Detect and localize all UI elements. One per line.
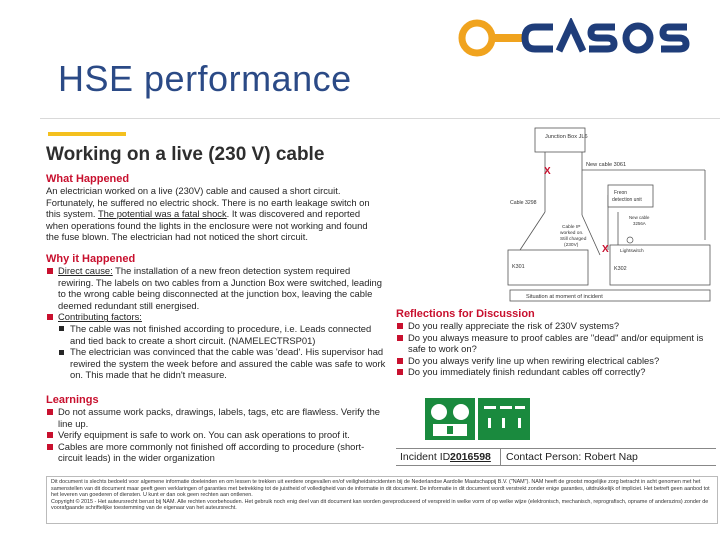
contact-person: Contact Person: Robert Nap [506,451,638,463]
reflections-section [396,308,716,378]
learning-item: Cables are more commonly not finished off according to procedure (short-circuit leads) in the wider organization [46,441,386,464]
wiring-diagram [500,120,715,305]
svg-text:(230V): (230V) [564,243,579,248]
learning-item: Verify equipment is safe to work on. You can ask operations to proof it. [46,429,386,441]
reflection-item: Do you immediately finish redundant cables off correctly? [396,366,716,378]
cable-left-label: Cable 3298 [510,200,537,206]
copyright-text: Copyright © 2015 - Het auteursrecht berust bij NAM. Alle rechten voorbehouden. Het gebruik noch enig deel van dit document kan worden gereproduceerd of verspreid in welke vorm of op welke wijze (elektronisch, mechanisch, reprografisch, opname of anderszins) zonder de voorafgaande schriftelijke toestemming van de eigenaar van het auteursrecht. [51,498,709,512]
contributing-factor-2: The electrician was convinced that the cable was 'dead'. His supervisor had rewired the system the week before and assured the cable was safe to work on. This made that he didn't measure. [46,346,386,381]
learning-item: Do not assume work packs, drawings, labels, tags, etc are flawless. Verify the line up. [46,406,386,429]
why-heading: Why it Happened [46,253,136,265]
reflection-item: Do you really appreciate the risk of 230V systems? [396,320,716,332]
junction-box-label: Junction Box JL6 [545,134,588,140]
accent-bar [48,132,126,136]
what-happened-text-1: An electrician worked on a live (230V) cable and caused a short circuit. Fortunately, he suffered no electric shock. There is no earth leakage switch on this system. [46,185,370,220]
learnings-heading: Learnings [46,394,99,406]
svg-text:Junction Box JL6 [545,134,588,140]
document-title: Working on a live (230 V) cable [46,144,325,165]
svg-text:X: X [544,166,551,177]
what-happened-text-2: . It was discovered and reported when operations found the lights in the enclosure were not working and found the fuse blown. The electrician had not noticed the short circuit. [46,208,368,243]
incident-bar [396,448,716,466]
tools-sign-icon [478,398,530,440]
svg-text:3256A: 3256A [633,221,646,226]
svg-text:Still charged: Still charged [560,237,587,242]
direct-cause-text: The installation of a new freon detection system required rewiring. The labels on two cables from a Junction Box were switched, leading to the wrong cable being disconnected at the junction box, leaving the cable deemed redundant still energised. [58,265,382,311]
what-happened-underlined: The potential was a fatal shock [97,208,227,220]
svg-text:worked on.: worked on. [560,231,584,236]
incident-id-label: Incident ID: [400,451,454,463]
direct-cause-item [46,265,386,311]
contributing-factor-1: The cable was not finished according to procedure, i.e. Leads connected and tied back to create a short circuit. (NAMELECTRSP01) [46,323,386,346]
contributing-factors-label: Contributing factors: [58,311,142,323]
safety-sign-icon [425,398,475,440]
contributing-factors-item [46,311,386,323]
what-happened-section [46,173,376,243]
k302-label: K302 [614,266,627,272]
disclaimer-footer [46,476,718,524]
svg-text:Freon: Freon [614,190,628,196]
reflection-item: Do you always measure to proof cables are "dead" and/or equipment is safe to work on? [396,332,716,355]
svg-text:X: X [602,244,609,255]
what-happened-text [46,185,376,243]
direct-cause-label: Direct cause: [58,265,113,276]
k301-label: K301 [512,264,525,270]
incident-id-value: 2016598 [450,451,491,463]
disclaimer-text: Dit document is slechts bedoeld voor algemene informatie doeleinden en om lessen te trekken uit eerdere ongevallen en/of veiligheidsincidenten bij de Nederlandse Aardolie Maatschappij B.V. ("NAM"). NAM heeft de grootst mogelijke zorg betracht in acht genomen met het samenstellen van dit document maar geeft geen verklaringen of garanties met betrekking tot de juistheid of volledigheid van de informatie in dit document. De informatie in dit document wordt verstrekt zonder enige garanties, uitdrukkelijk of impliciet. Het betreft geen aanbod tot het leveren van goederen of diensten. U kunt er dan ook geen rechten aan ontlenen. [51,479,710,499]
reflection-item: Do you always verify line up when rewiring electrical cables? [396,355,716,367]
page-title: HSE performance [58,58,352,99]
lightswitch-label: Lightswitch [620,249,644,254]
learnings-section [46,394,386,464]
diagram-caption: Situation at moment of incident [526,294,603,300]
svg-text:Cable IP: Cable IP [562,225,581,230]
why-section [46,253,386,381]
svg-text:New cable: New cable [629,215,650,220]
incident-divider [500,448,501,466]
svg-text:detection unit: detection unit [612,197,642,203]
new-cable-label: New cable 3061 [586,162,627,168]
reflections-heading: Reflections for Discussion [396,308,535,320]
divider [40,118,720,119]
what-happened-heading: What Happened [46,173,130,185]
casos-logo [455,18,700,58]
